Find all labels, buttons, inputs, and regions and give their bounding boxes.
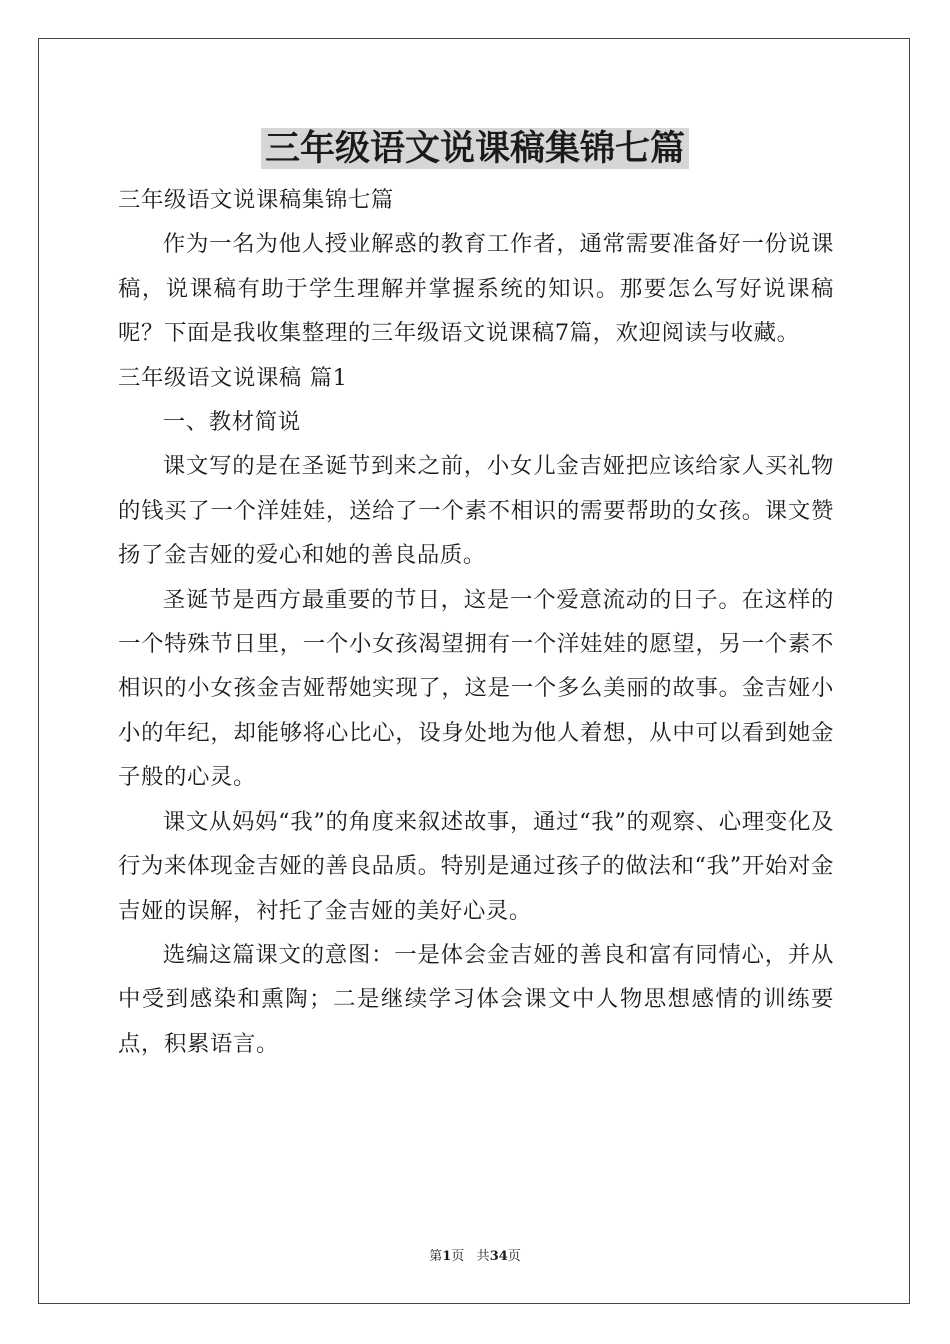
section-heading: 三年级语文说课稿 篇1 — [118, 364, 348, 391]
paragraph: 一、教材简说 — [162, 409, 301, 436]
paragraph: 作为一名为他人授业解惑的教育工作者，通常需要准备好一份说课稿，说课稿有助于学生理解并掌握系统的知识。那要怎么写好说课稿呢？下面是我收集整理的三年级语文说课稿7篇，欢迎阅读与收藏。 — [118, 231, 834, 347]
paragraph: 圣诞节是西方最重要的节日，这是一个爱意流动的日子。在这样的一个特殊节日里，一个小女孩渴望拥有一个洋娃娃的愿望，另一个素不相识的小女孩金吉娅帮她实现了，这是一个多么美丽的故事。金吉娅小小的年纪，却能够将心比心，设身处地为他人着想，从中可以看到她金子般的心灵。 — [118, 586, 834, 791]
page-footer — [0, 1248, 950, 1266]
footer-page-suffix: 页 — [451, 1249, 465, 1264]
paragraph: 选编这篇课文的意图：一是体会金吉娅的善良和富有同情心，并从中受到感染和熏陶；二是继续学习体会课文中人物思想感情的训练要点，积累语言。 — [118, 941, 834, 1057]
paragraph: 课文从妈妈“我”的角度来叙述故事，通过“我”的观察、心理变化及行为来体现金吉娅的善良品质。特别是通过孩子的做法和“我”开始对金吉娅的误解，衬托了金吉娅的美好心灵。 — [118, 808, 834, 924]
footer-total-pages: 34 — [489, 1249, 508, 1264]
footer-total-prefix: 共 — [476, 1249, 490, 1264]
footer-prefix: 第 — [429, 1249, 443, 1264]
footer-total-suffix: 页 — [507, 1249, 521, 1264]
paragraph: 三年级语文说课稿集锦七篇 — [118, 187, 394, 213]
document-title — [0, 126, 950, 172]
document-body — [118, 178, 834, 1066]
footer-page-number: 1 — [442, 1249, 452, 1264]
document-title-text: 三年级语文说课稿集锦七篇 — [261, 128, 689, 169]
paragraph: 课文写的是在圣诞节到来之前，小女儿金吉娅把应该给家人买礼物的钱买了一个洋娃娃，送给了一个素不相识的需要帮助的女孩。课文赞扬了金吉娅的爱心和她的善良品质。 — [118, 453, 834, 569]
